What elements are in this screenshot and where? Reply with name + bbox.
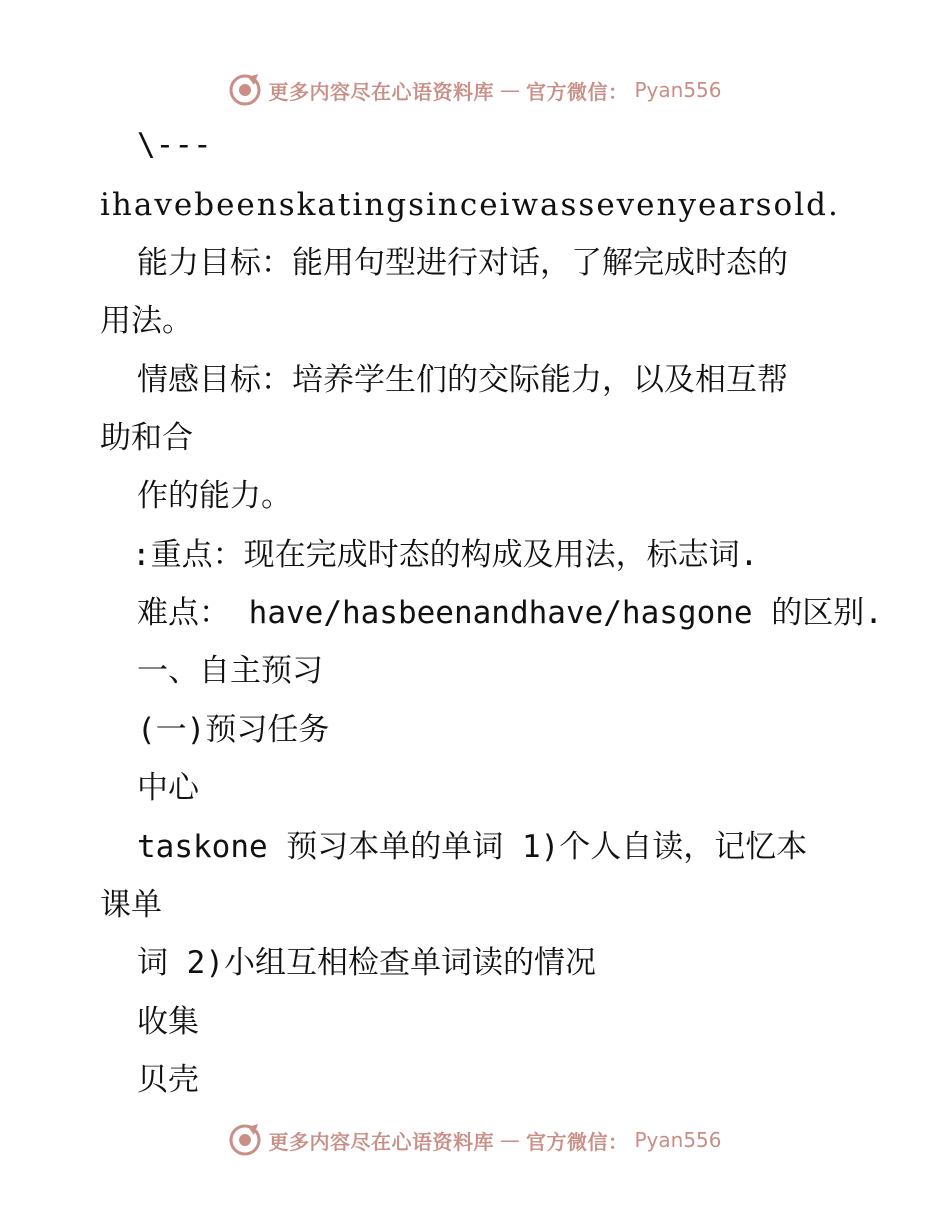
text-line: 作的能力。	[137, 478, 292, 514]
text-line: 课单	[100, 887, 162, 923]
quill-seal-logo-icon	[228, 1123, 262, 1157]
subsection-heading: (一)预习任务	[137, 712, 330, 748]
text-line: 助和合	[100, 420, 193, 456]
text-line: ihavebeenskatingsinceiwassevenyearsold.	[100, 187, 840, 223]
section-heading: 一、自主预习	[137, 653, 323, 689]
watermark-account: Pyan556	[634, 78, 722, 102]
text-line: 用法。	[100, 303, 193, 339]
footer-watermark	[0, 1120, 950, 1160]
text-line: :重点：现在完成时态的构成及用法，标志词.	[132, 537, 759, 573]
text-line: taskone 预习本单的单词 1)个人自读，记忆本	[137, 829, 808, 865]
watermark-account: Pyan556	[634, 1128, 722, 1152]
watermark-channel: 官方微信：	[525, 79, 629, 104]
watermark-dash: —	[499, 1128, 520, 1152]
watermark-channel: 官方微信：	[525, 1129, 629, 1154]
text-line: 贝壳	[137, 1062, 199, 1098]
text-line: 词 2)小组互相检查单词读的情况	[137, 945, 596, 981]
watermark-brand: 更多内容尽在心语资料库	[268, 1129, 494, 1154]
text-line: \---	[137, 127, 212, 163]
text-line: 收集	[137, 1004, 199, 1040]
text-line: 能力目标：能用句型进行对话，了解完成时态的	[137, 245, 788, 281]
text-line: 情感目标：培养学生们的交际能力，以及相互帮	[137, 362, 788, 398]
text-line: 难点： have/hasbeenandhave/hasgone 的区别.	[137, 595, 883, 631]
watermark-brand: 更多内容尽在心语资料库	[268, 79, 494, 104]
watermark-dash: —	[499, 78, 520, 102]
text-line: 中心	[137, 770, 199, 806]
